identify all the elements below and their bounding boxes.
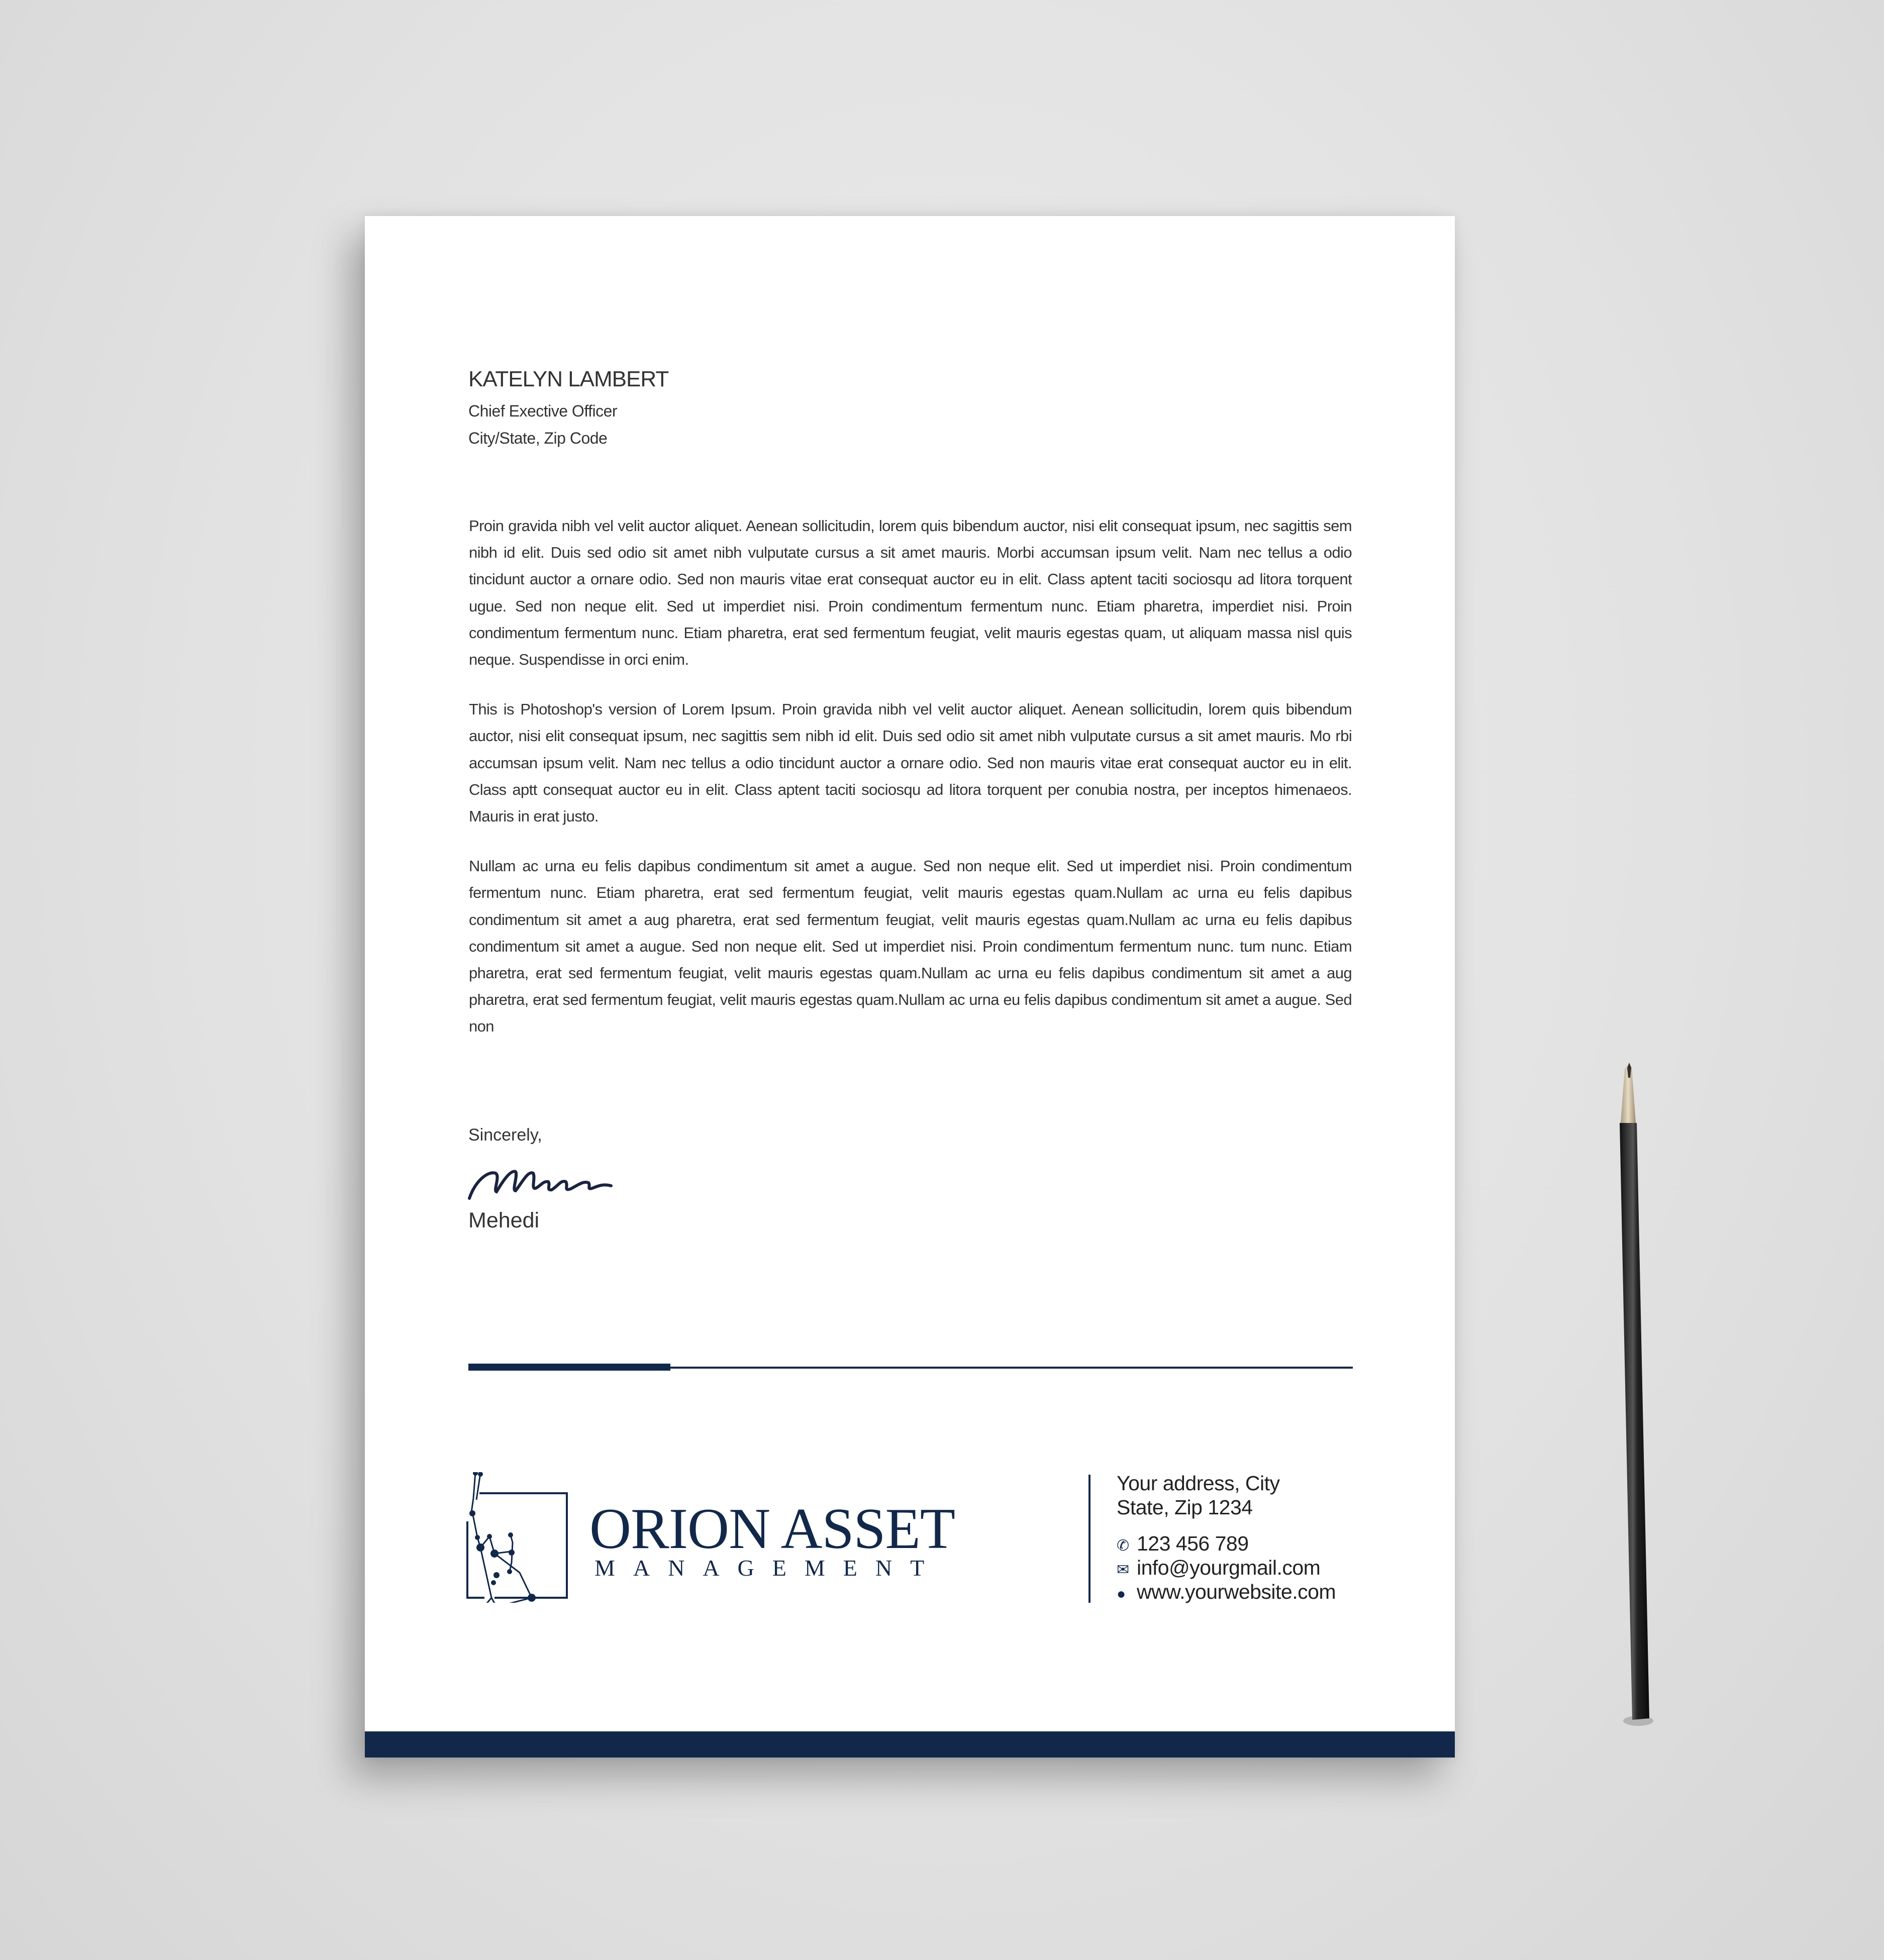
brand-name: ORION ASSET [589,1497,955,1561]
signature [465,1151,616,1206]
body-paragraph: This is Photoshop's version of Lorem Ipsum. Proin gravida nibh vel velit auctor aliquet. Aenean sollicitudin, lorem quis bibendum auctor, nisi elit consequat ipsum, nec sagittis sem nibh id elit. Duis sed odio sit amet nibh vulputate cursus a sit amet mauris. Mo rbi accumsan ipsum velit. Nam nec tellus a odio tincidunt auctor a ornare odio. Sed non mauris vitae erat consequat auctor eu in elit. Class aptt consequat auctor eu in elit. Class aptent taciti sociosqu ad litora torquent per conubia nostra, per inceptos himenaeos. Mauris in erat justo. [469,700,1352,826]
address-line-1: Your address, City [1117,1472,1280,1495]
recipient-name: KATELYN LAMBERT [468,367,669,391]
globe-icon: ● [1117,1586,1126,1602]
signer-name: Mehedi [468,1208,540,1232]
contact-divider [1088,1475,1090,1603]
email-address: info@yourgmail.com [1137,1556,1321,1579]
phone-number: 123 456 789 [1137,1532,1249,1555]
closing-salutation: Sincerely, [468,1125,542,1145]
envelope-icon: ✉ [1117,1562,1129,1578]
recipient-title: Chief Exective Officer [468,402,618,420]
recipient-location: City/State, Zip Code [468,429,608,447]
address-line-2: State, Zip 1234 [1117,1496,1253,1519]
body-paragraph: Proin gravida nibh vel velit auctor aliquet. Aenean sollicitudin, lorem quis bibendum auctor, nisi elit consequat ipsum, nec sagittis sem nibh id elit. Duis sed odio sit amet nibh vulputate cursus a sit amet mauris. Morbi accumsan ipsum velit. Nam nec tellus a odio tincidunt auctor a ornare odio. Sed non mauris vitae erat consequat auctor eu in elit. Class aptent taciti sociosqu ad litora torquent ugue. Sed non neque elit. Sed ut imperdiet nisi. Proin condimentum fermentum nunc. Etiam pharetra, imperdiet nisi. Proin condimentum fermentum nunc. Etiam pharetra, erat sed fermentum feugiat, velit mauris egestas quam, ut aliquam massa nisl quis neque. Suspendisse in orci enim. [469,517,1352,669]
website-url: www.yourwebsite.com [1137,1580,1336,1603]
brand-subtitle: MANAGEMENT [594,1555,943,1581]
divider-accent [468,1364,670,1371]
pencil-image [1608,1063,1663,1731]
contact-website [1117,1582,1336,1602]
letter-body [469,512,1352,1063]
letterhead-page [365,216,1455,1758]
contact-phone [1117,1533,1249,1554]
orion-constellation-logo [465,1472,573,1603]
phone-icon: ✆ [1117,1537,1129,1554]
body-paragraph: Nullam ac urna eu felis dapibus condimentum sit amet a augue. Sed non neque elit. Sed ut imperdiet nisi. Proin condimentum fermentum nunc. Etiam pharetra, erat sed fermentum feugiat, velit mauris egestas quam.Nullam ac urna eu felis dapibus condimentum sit amet a aug pharetra, erat sed fermentum feugiat, velit mauris egestas quam.Nullam ac urna eu felis dapibus condimentum sit amet a augue. Sed non neque elit. Sed ut imperdiet nisi. Proin condimentum fermentum nunc. tum nunc. Etiam pharetra, erat sed fermentum feugiat, velit mauris egestas quam.Nullam ac urna eu felis dapibus condimentum sit amet a aug pharetra, erat sed fermentum feugiat, velit mauris egestas quam.Nullam ac urna eu felis dapibus condimentum sit amet a augue. Sed non [469,857,1352,1036]
contact-email [1117,1558,1320,1578]
footer-bar [365,1731,1455,1758]
